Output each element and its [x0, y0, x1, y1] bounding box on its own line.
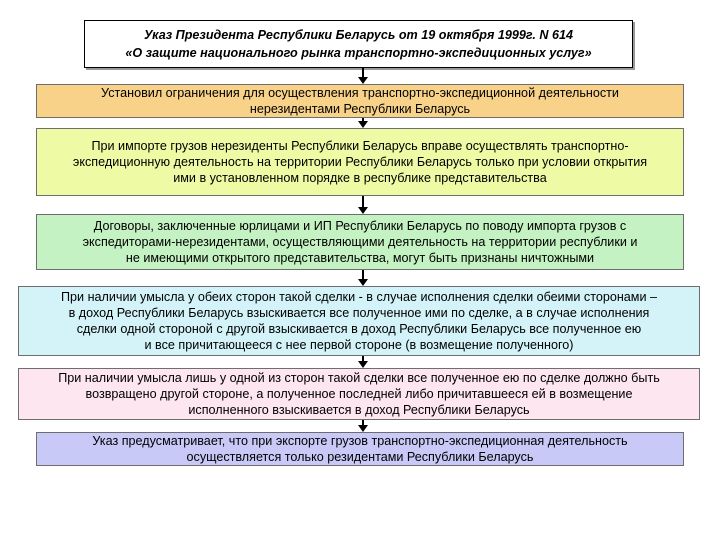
one-party-intent-box: [18, 368, 700, 420]
text-line: в доход Республики Беларусь взыскивается все полученное ими по сделке, а в случае исполнения: [68, 306, 650, 320]
text-line: При наличии умысла лишь у одной из сторон такой сделки все полученное ею по сделке должно быть: [58, 371, 660, 385]
decree-title-box: [84, 20, 633, 68]
text-line: При наличии умысла у обеих сторон такой сделки - в случае исполнения сделки обеими сторонами –: [60, 290, 658, 304]
flow-arrow: [356, 196, 370, 214]
text-line: исполненного взыскивается в доход Республики Беларусь: [188, 403, 530, 417]
both-parties-intent-box: [18, 286, 700, 356]
text-line: Указ предусматривает, что при экспорте грузов транспортно-экспедиционная деятельность: [92, 434, 628, 448]
text-line: экспедиционную деятельность на территории Республики Беларусь только при условии открытия: [72, 155, 648, 169]
flow-arrow: [356, 270, 370, 286]
text-line: При импорте грузов нерезиденты Республики Беларусь вправе осуществлять транспортно-: [91, 139, 629, 153]
text-line: осуществляется только резидентами Республики Беларусь: [186, 450, 534, 464]
text-line: Установил ограничения для осуществления транспортно-экспедиционной деятельности: [101, 86, 619, 100]
text-line: не имеющими открытого представительства, могут быть признаны ничтожными: [125, 251, 595, 265]
import-rule-box: [36, 128, 684, 196]
contracts-void-box: [36, 214, 684, 270]
text-line: Указ Президента Республики Беларусь от 19 октября 1999г. N 614: [143, 28, 574, 42]
flow-arrow: [356, 118, 370, 128]
text-line: ими в установленном порядке в республике представительства: [173, 171, 547, 185]
restriction-box: [36, 84, 684, 118]
flow-arrow: [356, 420, 370, 432]
text-line: сделки одной стороной с другой взыскивается в доход Республики Беларусь все полученное ею: [76, 322, 642, 336]
text-line: возвращено другой стороне, а полученное последней либо причитавшееся ей в возмещение: [85, 387, 633, 401]
text-line: «О защите национального рынка транспортно-экспедиционных услуг»: [125, 46, 592, 60]
text-line: нерезидентами Республики Беларусь: [249, 102, 471, 116]
text-line: Договоры, заключенные юрлицами и ИП Республики Беларусь по поводу импорта грузов с: [93, 219, 627, 233]
text-line: и все причитающееся с нее первой стороне (в возмещение полученного): [144, 338, 574, 352]
flow-arrow: [356, 356, 370, 368]
flow-arrow: [356, 68, 370, 84]
export-rule-box: [36, 432, 684, 466]
text-line: экспедиторами-нерезидентами, осуществляющими деятельность на территории республики и: [82, 235, 638, 249]
